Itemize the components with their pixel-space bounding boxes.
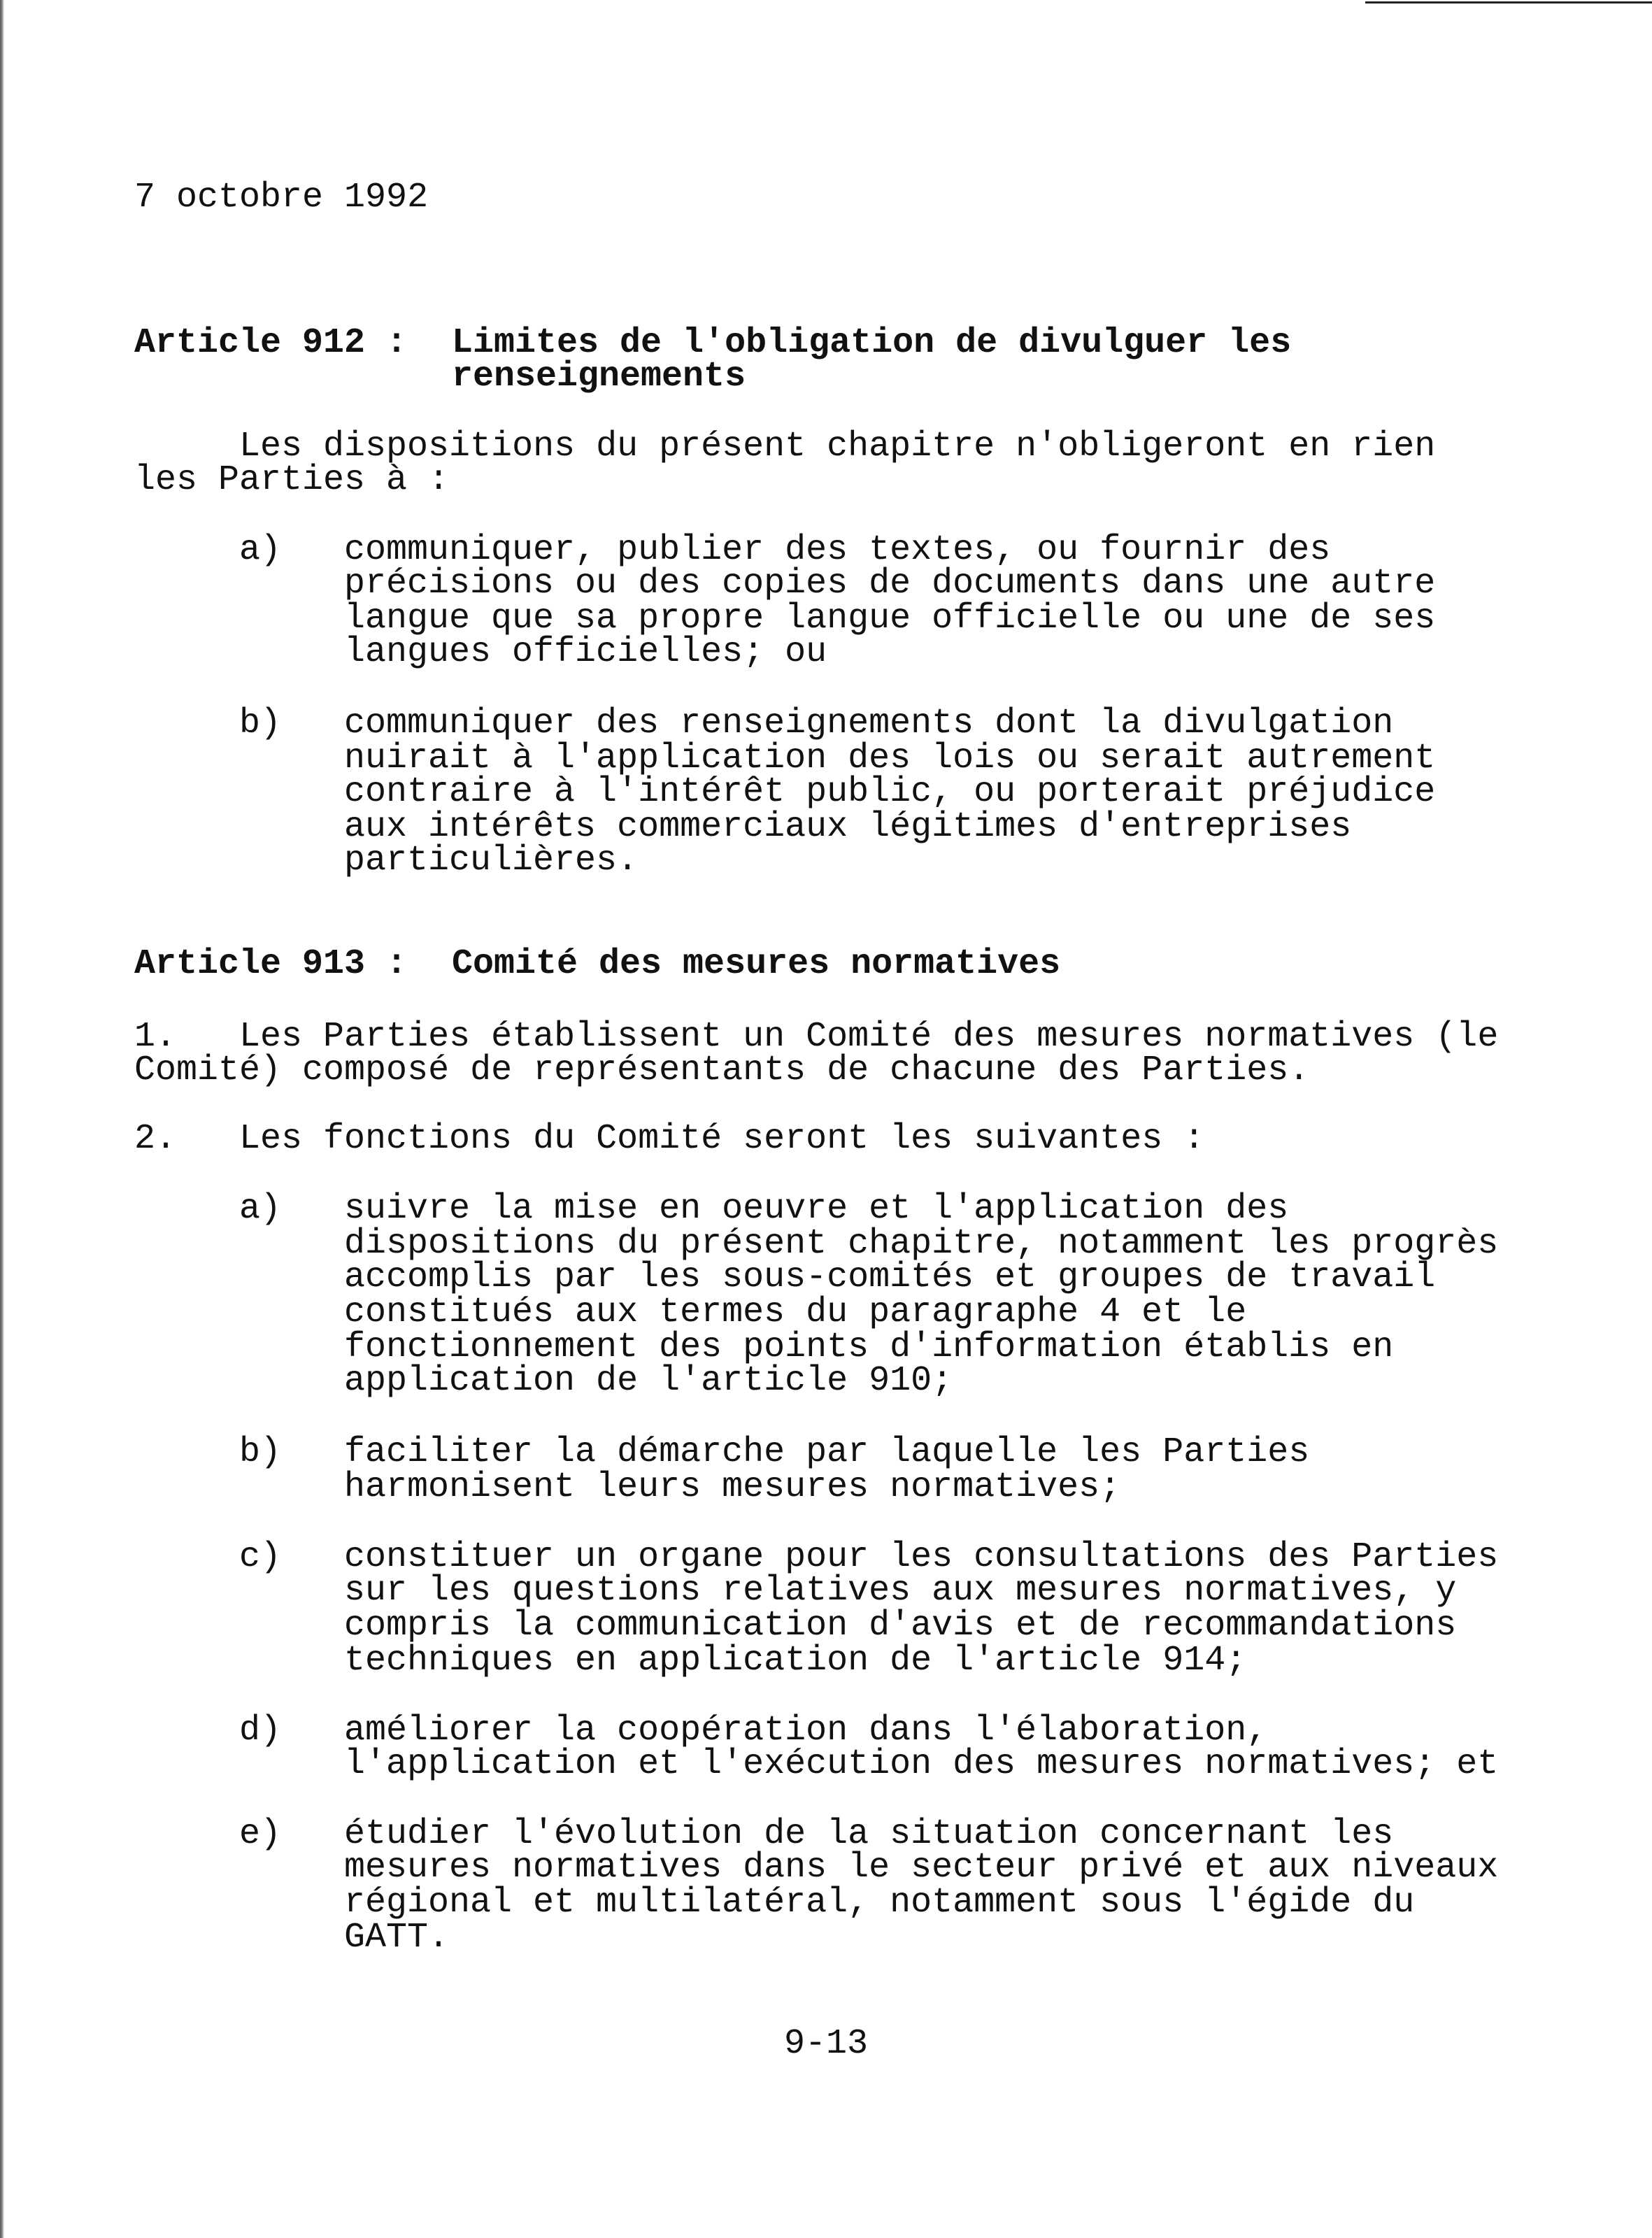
article-913-item-a-line-3: accomplis par les sous-comités et groupes de travail xyxy=(344,1257,1436,1297)
article-912-title-line-2: renseignements xyxy=(452,357,746,397)
scan-edge xyxy=(0,0,4,2238)
article-913-para-1-line-1: 1. Les Parties établissent un Comité des mesures normatives (le xyxy=(134,1017,1499,1057)
document-date: 7 octobre 1992 xyxy=(134,178,429,218)
article-913-item-c-line-4: techniques en application de l'article 914; xyxy=(344,1641,1247,1681)
article-913-item-e-line-2: mesures normatives dans le secteur privé et aux niveaux xyxy=(344,1848,1499,1888)
article-913-item-e-line-4: GATT. xyxy=(344,1918,450,1958)
article-913-para-2-text: Les fonctions du Comité seront les suivantes : xyxy=(239,1119,1205,1159)
article-912-item-b-line-1: communiquer des renseignements dont la divulgation xyxy=(344,704,1394,743)
article-913-item-a-line-2: dispositions du présent chapitre, notamment les progrès xyxy=(344,1224,1499,1264)
article-912-item-a-line-4: langues officielles; ou xyxy=(344,632,827,672)
article-913-item-d-line-2: l'application et l'exécution des mesures normatives; et xyxy=(344,1744,1499,1784)
article-913-item-c-line-3: compris la communication d'avis et de recommandations xyxy=(344,1606,1457,1646)
article-913-item-c-label: c) xyxy=(239,1537,282,1577)
article-913-item-c-line-1: constituer un organe pour les consultations des Parties xyxy=(344,1537,1499,1577)
article-913-item-b-line-1: faciliter la démarche par laquelle les Parties xyxy=(344,1432,1310,1472)
scan-rule xyxy=(1365,1,1652,3)
article-912-item-a-line-2: précisions ou des copies de documents dans une autre xyxy=(344,564,1436,604)
article-912-item-a-line-1: communiquer, publier des textes, ou fournir des xyxy=(344,530,1331,570)
article-912-item-b-label: b) xyxy=(239,704,282,743)
article-912-label: Article 912 : xyxy=(134,323,408,363)
article-913-para-1-line-2: Comité) composé de représentants de chacune des Parties. xyxy=(134,1050,1310,1090)
article-913-label: Article 913 : xyxy=(134,944,408,984)
article-912-item-a-line-3: langue que sa propre langue officielle ou une de ses xyxy=(344,599,1436,639)
article-912-intro-line-2: les Parties à : xyxy=(134,460,450,500)
article-913-item-e-line-1: étudier l'évolution de la situation concernant les xyxy=(344,1814,1394,1854)
article-912-item-b-line-5: particulières. xyxy=(344,841,639,881)
article-913-item-b-line-2: harmonisent leurs mesures normatives; xyxy=(344,1467,1121,1507)
article-912-item-b-line-3: contraire à l'intérêt public, ou porterait préjudice xyxy=(344,772,1436,812)
article-913-item-a-line-5: fonctionnement des points d'information établis en xyxy=(344,1327,1394,1367)
article-913-item-a-line-6: application de l'article 910; xyxy=(344,1361,953,1401)
article-913-item-c-line-2: sur les questions relatives aux mesures normatives, y xyxy=(344,1571,1457,1611)
article-913-item-a-line-4: constitués aux termes du paragraphe 4 et le xyxy=(344,1292,1247,1332)
article-913-item-e-line-3: régional et multilatéral, notamment sous l'égide du xyxy=(344,1883,1415,1923)
article-912-title-line-1: Limites de l'obligation de divulguer les xyxy=(452,323,1292,363)
article-913-item-d-label: d) xyxy=(239,1711,282,1751)
article-912-intro-line-1: Les dispositions du présent chapitre n'obligeront en rien xyxy=(239,427,1436,466)
article-913-item-a-label: a) xyxy=(239,1189,282,1229)
article-912-item-b-line-4: aux intérêts commerciaux légitimes d'entreprises xyxy=(344,807,1352,847)
article-913-item-a-line-1: suivre la mise en oeuvre et l'application des xyxy=(344,1189,1289,1229)
article-913-item-d-line-1: améliorer la coopération dans l'élaboration, xyxy=(344,1711,1268,1751)
article-912-item-b-line-2: nuirait à l'application des lois ou serait autrement xyxy=(344,739,1436,778)
article-912-item-a-label: a) xyxy=(239,530,282,570)
article-913-item-e-label: e) xyxy=(239,1814,282,1854)
article-913-para-2-number: 2. xyxy=(134,1119,177,1159)
article-913-item-b-label: b) xyxy=(239,1432,282,1472)
article-913-title: Comité des mesures normatives xyxy=(452,944,1061,984)
page-number: 9-13 xyxy=(783,2024,869,2064)
